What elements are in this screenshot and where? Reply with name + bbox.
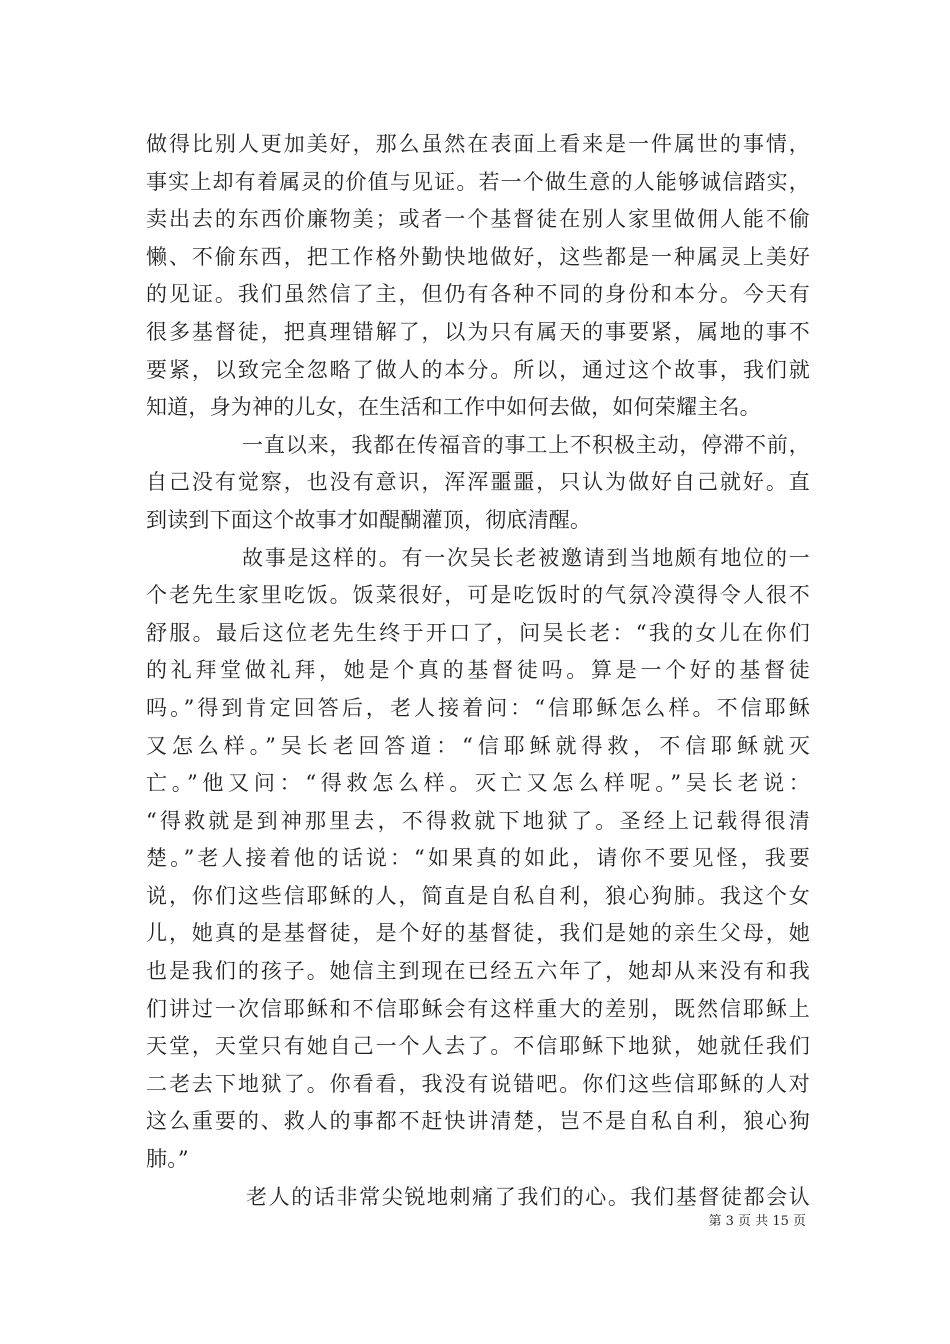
- text-line: 们讲过一次信耶稣和不信耶稣会有这样重大的差别，既然信耶稣上: [146, 996, 810, 1021]
- text-line: 舒服。最后这位老先生终于开口了，问吴长老：“我的女儿在你们: [146, 620, 810, 645]
- text-line: 楚。”老人接着他的话说：“如果真的如此，请你不要见怪，我要: [146, 846, 810, 871]
- text-line: 事实上却有着属灵的价值与见证。若一个做生意的人能够诚信踏实，: [146, 169, 810, 194]
- text-line: 肺。”: [146, 1147, 189, 1172]
- text-line: 老人的话非常尖锐地刺痛了我们的心。我们基督徒都会认: [246, 1184, 810, 1209]
- text-line: 说，你们这些信耶稣的人，简直是自私自利，狼心狗肺。我这个女: [146, 883, 810, 908]
- text-line: 要紧，以致完全忽略了做人的本分。所以，通过这个故事，我们就: [146, 357, 810, 382]
- text-line: 懒、不偷东西，把工作格外勤快地做好，这些都是一种属灵上美好: [146, 244, 810, 269]
- text-line: 很多基督徒，把真理错解了，以为只有属天的事要紧，属地的事不: [146, 319, 810, 344]
- text-line: 一直以来，我都在传福音的事工上不积极主动，停滞不前，: [242, 432, 810, 457]
- text-line: 二老去下地狱了。你看看，我没有说错吧。你们这些信耶稣的人对: [146, 1071, 810, 1096]
- page-number: 第 3 页 共 15 页: [708, 1214, 806, 1229]
- text-line: 自己没有觉察，也没有意识，浑浑噩噩，只认为做好自己就好。直: [146, 470, 810, 495]
- text-line: “得救就是到神那里去，不得救就下地狱了。圣经上记载得很清: [146, 808, 810, 833]
- text-line: 卖出去的东西价廉物美；或者一个基督徒在别人家里做佣人能不偷: [146, 207, 810, 232]
- text-line: 这么重要的、救人的事都不赶快讲清楚，岂不是自私自利，狼心狗: [146, 1109, 810, 1134]
- text-line: 的礼拜堂做礼拜，她是个真的基督徒吗。算是一个好的基督徒: [146, 658, 810, 683]
- text-line: 的见证。我们虽然信了主，但仍有各种不同的身份和本分。今天有: [146, 282, 810, 307]
- text-line: 儿，她真的是基督徒，是个好的基督徒，我们是她的亲生父母，她: [146, 921, 810, 946]
- text-line: 也是我们的孩子。她信主到现在已经五六年了，她却从来没有和我: [146, 959, 810, 984]
- text-line: 又怎么样。”吴长老回答道：“信耶稣就得救，不信耶稣就灭: [146, 733, 810, 758]
- text-line: 亡。”他又问：“得救怎么样。灭亡又怎么样呢。”吴长老说：: [146, 771, 810, 796]
- text-line: 天堂，天堂只有她自己一个人去了。不信耶稣下地狱，她就任我们: [146, 1034, 810, 1059]
- text-line: 个老先生家里吃饭。饭菜很好，可是吃饭时的气氛冷漠得令人很不: [146, 583, 810, 608]
- text-line: 做得比别人更加美好，那么虽然在表面上看来是一件属世的事情，: [146, 132, 810, 156]
- text-line: 吗。”得到肯定回答后，老人接着问：“信耶稣怎么样。不信耶稣: [146, 695, 810, 720]
- body-text: [146, 126, 810, 1216]
- text-line: 到读到下面这个故事才如醍醐灌顶，彻底清醒。: [146, 507, 592, 532]
- text-line: 知道，身为神的儿女，在生活和工作中如何去做，如何荣耀主名。: [146, 395, 761, 420]
- text-line: 故事是这样的。有一次吴长老被邀请到当地颇有地位的一: [242, 545, 810, 570]
